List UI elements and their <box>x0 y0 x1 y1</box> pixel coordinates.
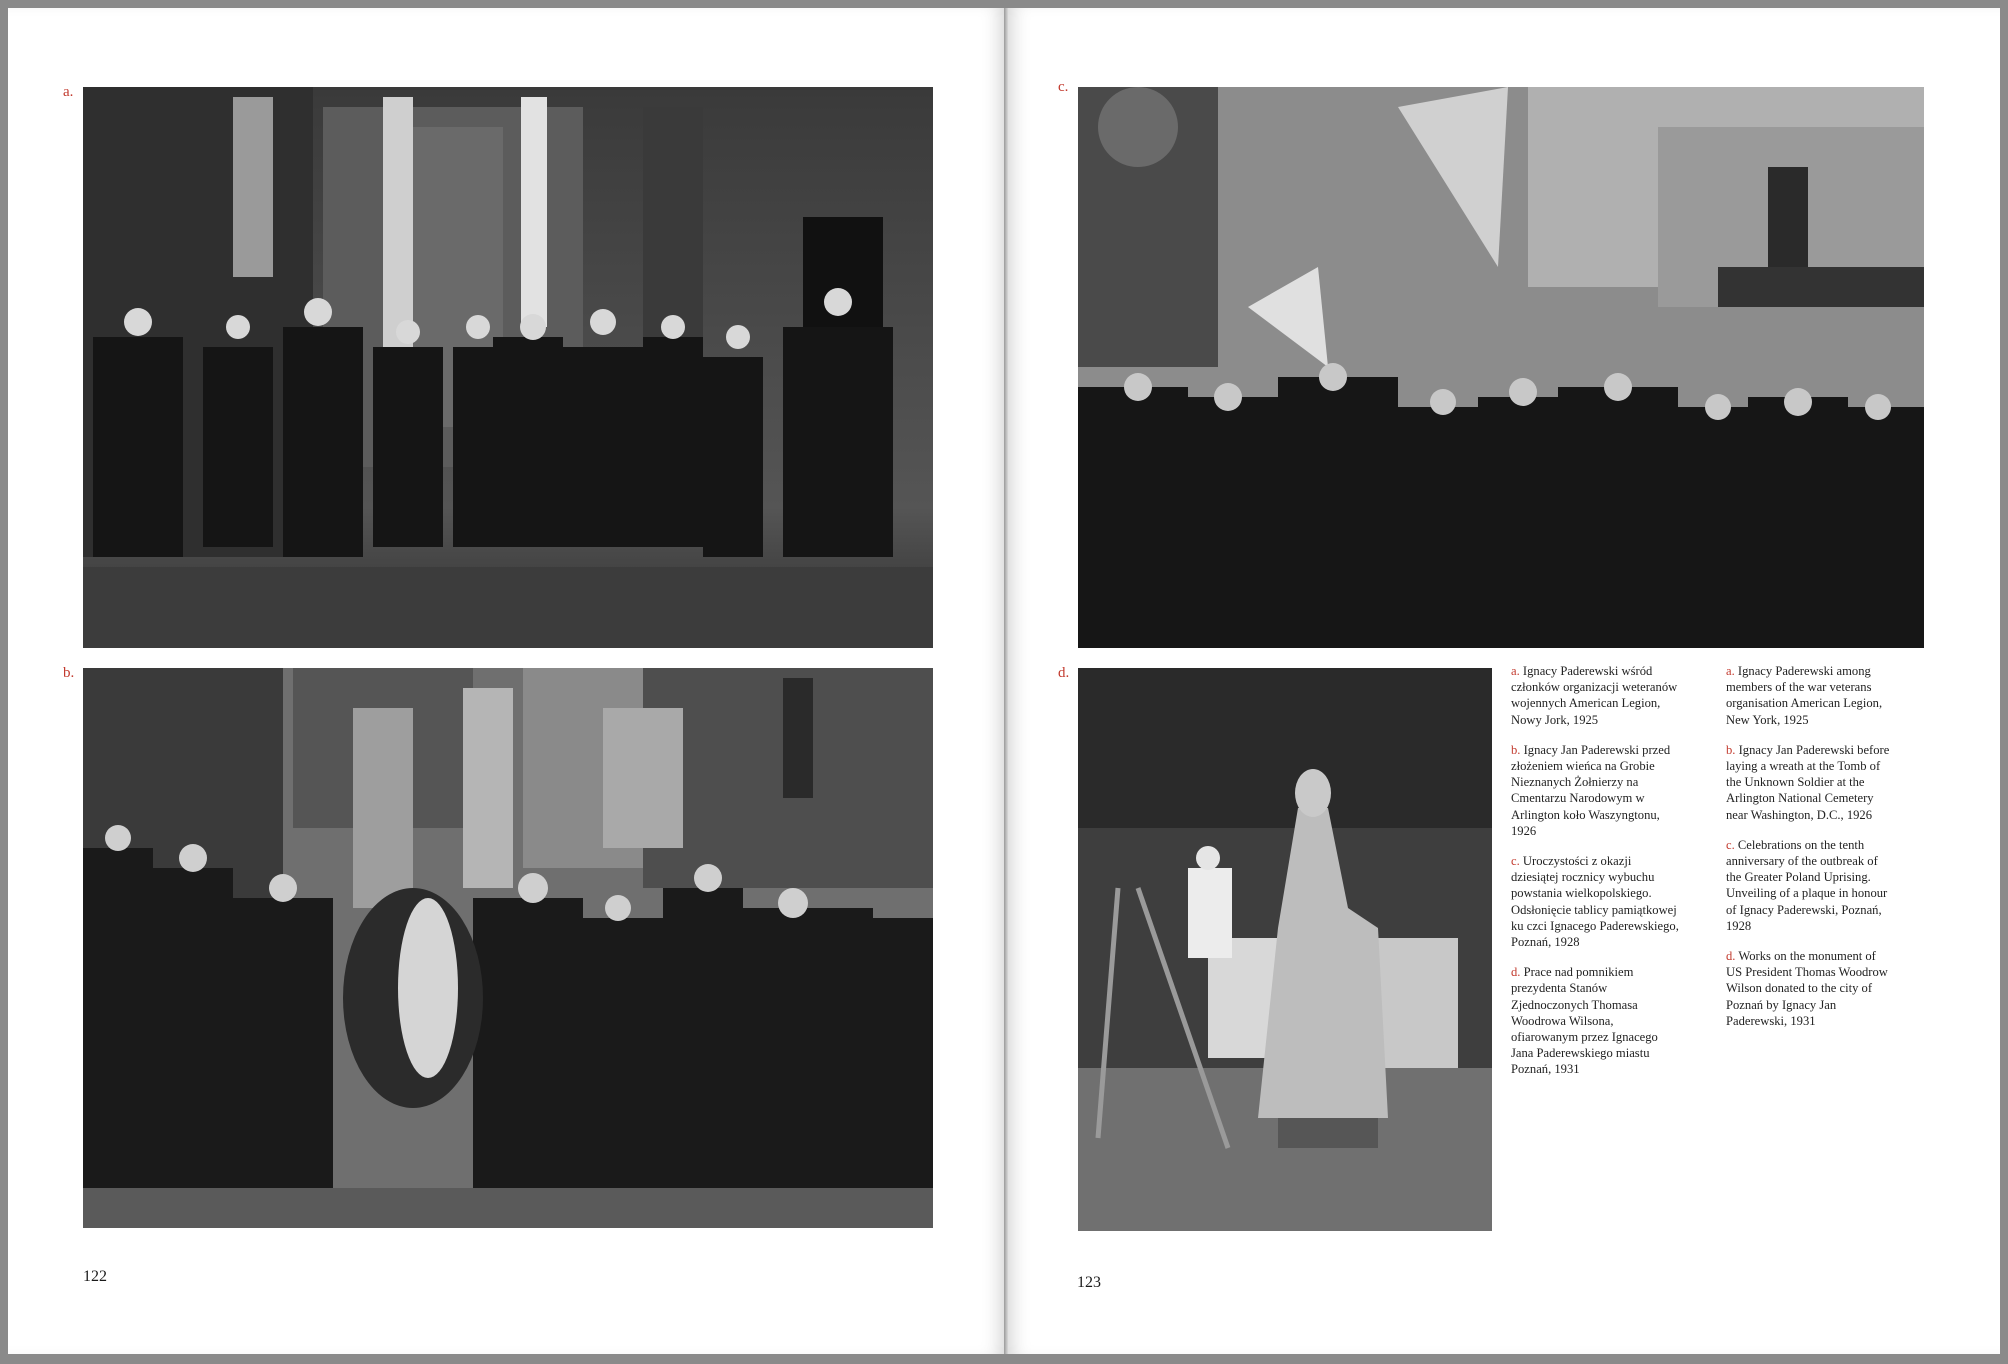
caption-pl-b <box>1511 742 1679 839</box>
caption-text: Ignacy Paderewski wśród członków organizacji weteranów wojennych American Legion, Nowy Jork, 1925 <box>1511 664 1678 727</box>
caption-en-b <box>1726 742 1894 823</box>
caption-letter: b. <box>1726 742 1736 757</box>
caption-text: Celebrations on the tenth anniversary of the outbreak of the Greater Poland Uprising. Unveiling of a plaque in honour of Ignacy Paderewski, Poznań, 1928 <box>1726 837 1888 933</box>
captions-polish <box>1511 663 1679 1092</box>
caption-letter: d. <box>1726 949 1736 964</box>
photo-label-d: d. <box>1058 665 1070 681</box>
book-spine <box>1004 8 1008 1354</box>
photo-label-b: b. <box>63 665 75 681</box>
caption-pl-d <box>1511 964 1679 1077</box>
folio-right: 123 <box>1077 1274 1101 1291</box>
caption-letter: c. <box>1511 854 1520 869</box>
caption-en-c <box>1726 837 1894 934</box>
caption-letter: a. <box>1726 664 1735 678</box>
caption-letter: b. <box>1511 742 1521 757</box>
caption-text: Uroczystości z okazji dziesiątej rocznicy wybuchu powstania wielkopolskiego. Odsłonięcie tablicy pamiątkowej ku czci Ignacego Paderewskiego, Poznań, 1928 <box>1511 854 1679 950</box>
caption-text: Ignacy Jan Paderewski przed złożeniem wieńca na Grobie Nieznanych Żołnierzy na Cmentarzu Narodowym w Arlington koło Waszyngtonu, 1926 <box>1511 742 1671 838</box>
photo-label-c: c. <box>1058 79 1069 95</box>
photo-c-plaque-unveiling <box>1078 87 1924 648</box>
caption-en-a <box>1726 663 1894 728</box>
photo-b-wreath-ceremony <box>83 668 933 1228</box>
caption-text: Prace nad pomnikiem prezydenta Stanów Zjednoczonych Thomasa Woodrowa Wilsona, ofiarowanym przez Ignacego Jana Paderewskiego miastu Poznań, 1931 <box>1511 965 1658 1077</box>
caption-en-d <box>1726 948 1894 1029</box>
caption-text: Ignacy Jan Paderewski before laying a wreath at the Tomb of the Unknown Soldier at the Arlington National Cemetery near Washington, D.C., 1926 <box>1726 742 1890 822</box>
caption-text: Ignacy Paderewski among members of the war veterans organisation American Legion, New York, 1925 <box>1726 664 1883 727</box>
photo-label-a: a. <box>63 84 74 100</box>
caption-pl-c <box>1511 853 1679 950</box>
photo-d-sculptor-statue <box>1078 668 1492 1231</box>
caption-letter: c. <box>1726 837 1735 852</box>
folio-left: 122 <box>83 1268 107 1285</box>
caption-pl-a <box>1511 663 1679 728</box>
captions-english <box>1726 663 1894 1043</box>
caption-letter: a. <box>1511 664 1520 678</box>
caption-letter: d. <box>1511 965 1521 980</box>
photo-a-group-portrait <box>83 87 933 648</box>
caption-text: Works on the monument of US President Thomas Woodrow Wilson donated to the city of Poznań by Ignacy Jan Paderewski, 1931 <box>1726 949 1888 1028</box>
